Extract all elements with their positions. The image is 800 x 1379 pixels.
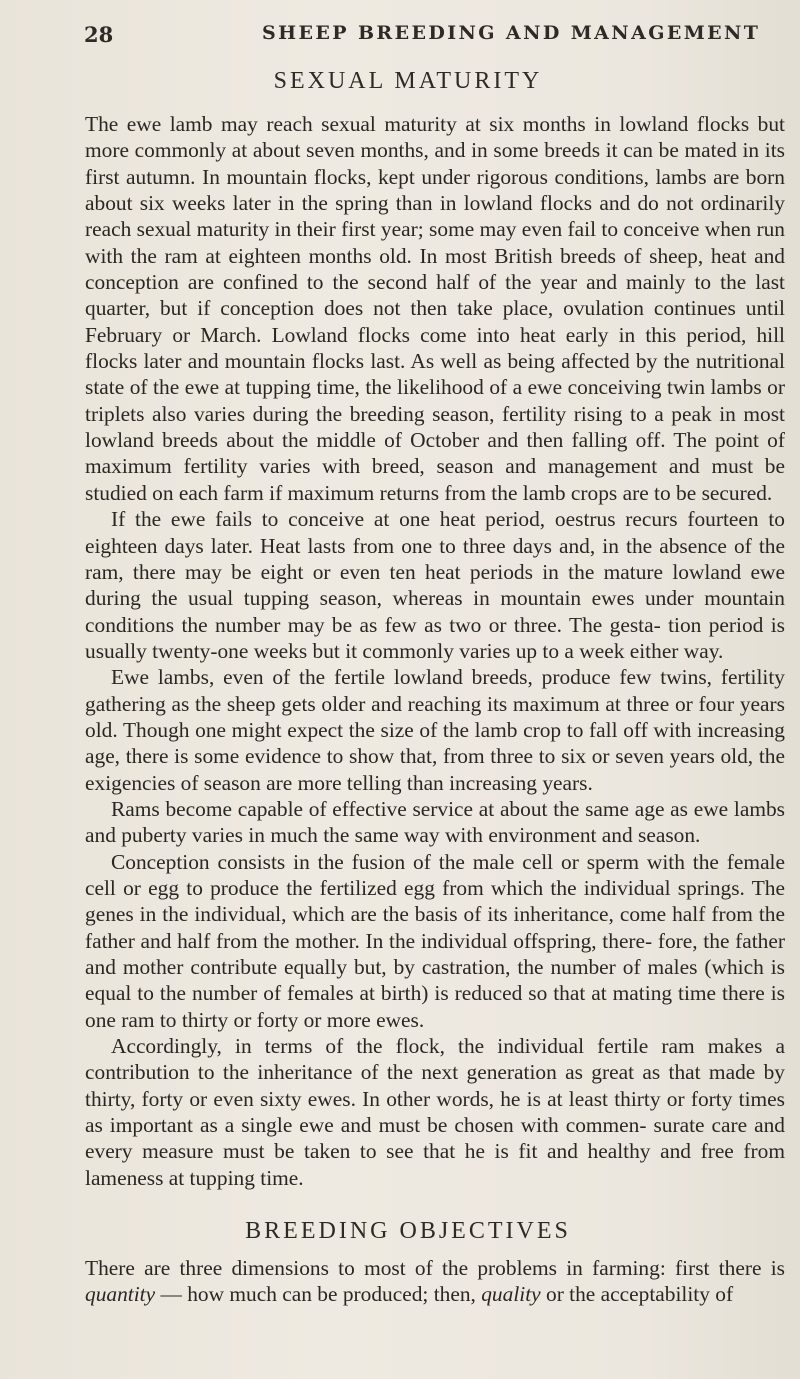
italic-term-quality: quality: [481, 1282, 541, 1307]
paragraph: [85, 1255, 785, 1308]
paragraph-text: There are three dimensions to most of the problems in farming: first there is: [85, 1256, 785, 1280]
section-heading-breeding-objectives: BREEDING OBJECTIVES: [245, 1218, 571, 1244]
running-head: [84, 22, 761, 50]
paragraph: Conception consists in the fusion of the male cell or sperm with the female cell or egg to produce the fertilized egg from which the individual springs. The genes in the individual, which are the basis of its inheritance, come half from the father and half from the mother. In the individual offspring, there- fore, the father and mother contribute equally but, by castration, the number of males (which is equal to the number of females at birth) is reduced so that at mating time there is one ram to thirty or forty or more ewes.: [85, 849, 785, 1032]
book-title: SHEEP BREEDING AND MANAGEMENT: [262, 22, 761, 44]
paragraph-text: or the acceptability of: [540, 1282, 734, 1307]
paragraph: Accordingly, in terms of the flock, the individual fertile ram makes a contribution to the inheritance of the next generation as great as that made by thirty, forty or even sixty ewes. In other words, he is at least thirty or forty times as important as a single ewe and must be chosen with commen- surate care and every measure must be taken to see that he is fit and healthy and free from lameness at tupping time.: [85, 1034, 785, 1190]
paragraph: Ewe lambs, even of the fertile lowland breeds, produce few twins, fertility gathering as the sheep gets older and reaching its maximum at three or four years old. Though one might expect the size of the lamb crop to fall off with increasing age, there is some evidence to show that, from three to six or seven years old, the exigencies of season are more telling than increasing years.: [85, 665, 785, 795]
section-heading-sexual-maturity: SEXUAL MATURITY: [273, 68, 543, 94]
page-number: 28: [84, 22, 114, 47]
section-body-breeding-objectives: [85, 1255, 785, 1308]
paragraph: If the ewe fails to conceive at one heat period, oestrus recurs fourteen to eighteen days later. Heat lasts from one to three days and, in the absence of the ram, there may be eight or even ten heat periods in the mature lowland ewe during the usual tupping season, whereas in mountain ewes under mountain conditions the number may be as few as two or three. The gesta- tion period is usually twenty-one weeks but it commonly varies up to a week either way.: [85, 507, 785, 663]
paragraph: Rams become capable of effective service at about the same age as ewe lambs and puberty varies in much the same way with environment and season.: [85, 796, 785, 848]
italic-term-quantity: quantity: [85, 1282, 156, 1307]
paragraph: The ewe lamb may reach sexual maturity at six months in lowland flocks but more commonly at about seven months, and in some breeds it can be mated in its first autumn. In mountain flocks, kept under rigorous conditions, lambs are born about six weeks later in the spring than in lowland flocks and do not ordinarily reach sexual maturity in their first year; some may even fail to conceive when run with the ram at eighteen months old. In most British breeds of sheep, heat and conception are confined to the second half of the year and mainly to the last quarter, but if conception does not then take place, ovulation continues until February or March. Lowland flocks come into heat early in this period, hill flocks later and mountain flocks last. As well as being affected by the nutritional state of the ewe at tupping time, the likelihood of a ewe conceiving twin lambs or triplets also varies during the breeding season, fertility rising to a peak in most lowland breeds about the middle of October and then falling off. The point of maximum fertility varies with breed, season and management and must be studied on each farm if maximum returns from the lamb crops are to be secured.: [85, 112, 785, 505]
paragraph-text: — how much can be produced; then,: [155, 1282, 482, 1307]
section-body-sexual-maturity: [85, 111, 785, 1191]
